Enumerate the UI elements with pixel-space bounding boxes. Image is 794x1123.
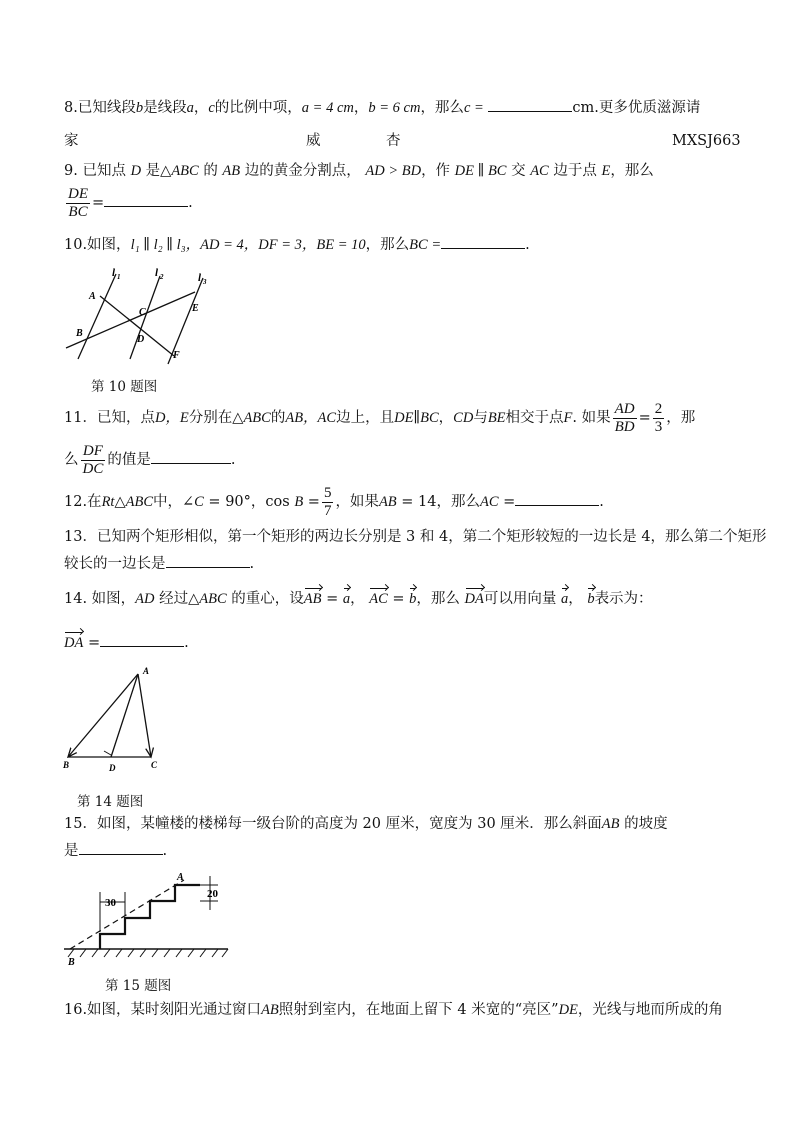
eq-b: b = 6 cm [368,100,421,116]
period: . [249,556,255,572]
ground-hatching [68,949,228,957]
label-l1-sub: 1 [117,273,121,281]
q11-text: 分别在△ [188,410,244,426]
denominator: 7 [323,502,332,519]
q12-text: 中，∠ [153,494,195,510]
point-C: C [151,760,158,770]
angle-C: C [194,494,204,510]
var-b: b [135,100,144,116]
equals: = [92,195,105,211]
vector-DA: DA [64,635,84,651]
q15-text: 的坡度 [624,816,668,832]
q15-text: 15．如图，某幢楼的楼梯每一级台阶的高度为 20 厘米，宽度为 30 厘米．那么斜面 [64,816,602,832]
triangle-ABC: ABC [243,410,271,426]
segment-DE: DE [558,1002,578,1018]
point-B: B [76,328,83,339]
points-DE: D，E [154,410,189,426]
segment-CD: CD [453,410,474,426]
q8-text: 的比例中项， [214,100,302,116]
figure-15 [60,866,240,970]
q8-text: 8.已知线段 [64,100,136,116]
point-E: E [192,303,199,314]
rt: Rt [101,494,115,510]
question-9-line1 [64,161,654,181]
comma: ， [193,100,209,116]
sides: AB，AC [285,410,337,426]
q11-text: 11．已知，点 [64,410,155,426]
question-11-line1 [64,396,695,440]
segment-AD [111,674,138,757]
q14-text: = [387,591,410,607]
answer-blank[interactable] [100,632,184,647]
answer-blank[interactable] [515,491,599,506]
vector-AC: AC [369,591,388,607]
angle-B: B [294,494,304,510]
line-AF [100,296,174,356]
denominator: BC [68,203,88,220]
q11-text: 边上，且 [336,410,395,426]
question-10-line1 [64,234,530,255]
figure-15-caption: 第 15 题图 [105,978,172,994]
fraction-DF-DC [81,443,106,478]
period: . [188,195,193,211]
q9-text: ，那么 [610,163,654,179]
q14-text: 14. 如图， [64,591,136,607]
answer-blank[interactable] [104,192,188,207]
vector-DA: DA [464,591,484,607]
question-8-line2 [64,131,79,151]
vector-AB [68,674,138,757]
vector-a: a [342,591,351,607]
question-15-line2 [64,840,167,861]
condition: AD > BD [365,163,422,179]
question-14-line2 [64,632,189,653]
q14-text: ，那么 [416,591,460,607]
given-BE: ，BE = 10 [301,237,366,253]
q9-text: 边的黄金分割点， [244,163,361,179]
q8-line2-mid1: 威 [306,133,321,149]
segment-AC: AC [530,163,549,179]
label-l1: l [112,267,116,279]
q11-text: 的值是 [107,452,151,468]
label-l3: l [198,272,202,284]
answer-blank[interactable] [151,449,231,464]
point-D: D [130,163,142,179]
parallel-lines: l₁ ∥ l₂ ∥ l₃ [130,237,186,253]
q11-text: 么 [64,452,79,468]
question-9-line2 [64,185,193,221]
question-8-line1 [64,97,700,118]
answer-blank[interactable] [79,840,163,855]
vector-AC [138,674,151,757]
vector-AB: AB [303,591,322,607]
q11-text: 的 [270,410,286,426]
question-8-line2 [306,131,321,151]
segment-AB: AB [222,163,241,179]
point-E: E [601,163,611,179]
q12-text: = 14，那么 [396,494,480,510]
q8-text: ，那么 [420,100,464,116]
segment-AB: AB [601,816,620,832]
figure-14 [60,662,180,772]
question-15-line1 [64,814,668,834]
q14-text: 经过△ [159,591,200,607]
point-A: A [177,872,184,883]
segment-BE: BE [487,410,506,426]
q10-text: ，那么 [365,237,410,253]
q8-line2-right: MXSJ663 [672,133,741,149]
period: . [230,452,236,468]
period: . [162,843,168,859]
label-l2: l [155,267,159,279]
segment-AD: AD [135,591,155,607]
period: . [184,635,189,651]
q9-text: 的 [203,163,218,179]
numerator: AD [614,400,635,417]
q11-text: ， [438,410,454,426]
label-l2-sub: 2 [160,273,164,281]
q14-text: 可以用向量 [483,591,557,607]
tick-mark [104,751,111,755]
q9-text: 交 [511,163,526,179]
q9-text: 是△ [145,163,172,179]
denominator: 3 [654,418,663,435]
equals: = [638,410,651,426]
q14-text: = [321,591,343,607]
q11-text: 与 [473,410,488,426]
q9-text: ，作 [421,163,451,179]
point-C: C [139,307,146,318]
q12-text: △ [114,494,126,510]
var-a: a [186,100,194,116]
var-c: c [208,100,215,116]
point-D: D [137,334,145,345]
period: . [525,237,530,253]
q14-text: ， [568,591,583,607]
numerator: DE [68,185,88,202]
point-A: A [89,291,96,302]
height-20: 20 [207,888,218,900]
q9-text: 9. 已知点 [64,163,126,179]
fraction-5-7 [322,485,334,520]
ask-BC: BC = [409,237,442,253]
q8-text: cm.更多优质滋源请 [572,100,701,116]
q12-text: = [303,494,320,510]
point-B: B [63,760,70,770]
comma: ， [353,100,369,116]
q16-text: 照射到室内，在地面上留下 4 米宽的“亮区” [278,1002,559,1018]
question-11-line2 [64,440,235,480]
question-13-line2 [64,553,254,574]
denominator: DC [82,460,104,477]
point-A: A [143,666,150,676]
q15-text: 是 [64,843,79,859]
q11-text: . 如果 [572,410,611,426]
q10-text: 10.如图， [64,237,131,253]
question-16 [64,1000,723,1020]
point-B: B [68,957,75,968]
parallel-cond: DE∥BC [394,410,439,426]
numerator: 2 [654,400,663,417]
q13-text: 较长的一边长是 [64,556,166,572]
q14-text: 表示为： [594,591,653,607]
width-30: 30 [105,897,116,909]
triangle-ABC: ABC [125,494,153,510]
eq-a: a = 4 cm [301,100,354,116]
question-14-line1 [64,589,653,609]
eq-c: c = [463,100,484,116]
q12-text: 12.在 [64,494,102,510]
question-8-line2 [672,131,741,151]
given-DF: ，DF = 3 [243,237,302,253]
label-l3-sub: 3 [203,278,207,286]
q12-text: = [498,494,516,510]
q9-text: 边于点 [553,163,597,179]
triangle-ABC: ABC [199,591,227,607]
segment-AB: AB [378,494,397,510]
point-D: D [109,763,116,772]
figure-14-caption: 第 14 题图 [77,794,144,810]
fraction-DE-BC [66,186,90,221]
q16-text: 16.如图，某时刻阳光通过窗口 [64,1002,262,1018]
point-F: F [173,350,180,361]
point-F: F [563,410,573,426]
q8-text: 是线段 [143,100,187,116]
segment-AB: AB [261,1002,279,1018]
numerator: 5 [323,484,332,501]
figure-10-caption: 第 10 题图 [91,379,158,395]
numerator: DF [81,443,106,461]
vector-b: b [587,591,595,607]
answer-blank[interactable] [166,553,250,568]
q14-text: 的重心，设 [231,591,304,607]
vector-b: b [409,591,417,607]
answer-blank[interactable] [441,234,525,249]
fraction-2-3 [653,401,665,436]
slope-AB [70,880,184,949]
q11-text: 相交于点 [505,410,564,426]
triangle-ABC: ABC [171,163,199,179]
question-13-line1: 13．已知两个矩形相似，第一个矩形的两边长分别是 3 和 4，第二个矩形较短的一边长是 4，那么第二个矩形 [64,529,767,545]
line-l1 [78,274,116,359]
parallel-cond: DE ∥ BC [454,163,507,179]
given-AD: ，AD = 4 [185,237,244,253]
q12-text: = 90°，cos [203,494,295,510]
q16-text: ，光线与地而所成的角 [577,1002,723,1018]
q11-text: ，那 [666,410,696,426]
question-8-line2 [386,131,401,151]
q8-line2-mid2: 杏 [386,133,401,149]
fraction-AD-BD [613,401,637,436]
answer-blank[interactable] [488,97,572,112]
period: . [599,494,604,510]
vector-a: a [560,591,569,607]
q12-text: ，如果 [335,494,379,510]
equals: = [83,635,101,651]
figure-10 [60,264,220,370]
q8-line2-left: 家 [64,133,79,149]
question-12 [64,480,604,524]
denominator: BD [614,418,635,435]
segment-AC: AC [479,494,499,510]
q14-text: ， [350,591,365,607]
stairs [100,885,200,949]
